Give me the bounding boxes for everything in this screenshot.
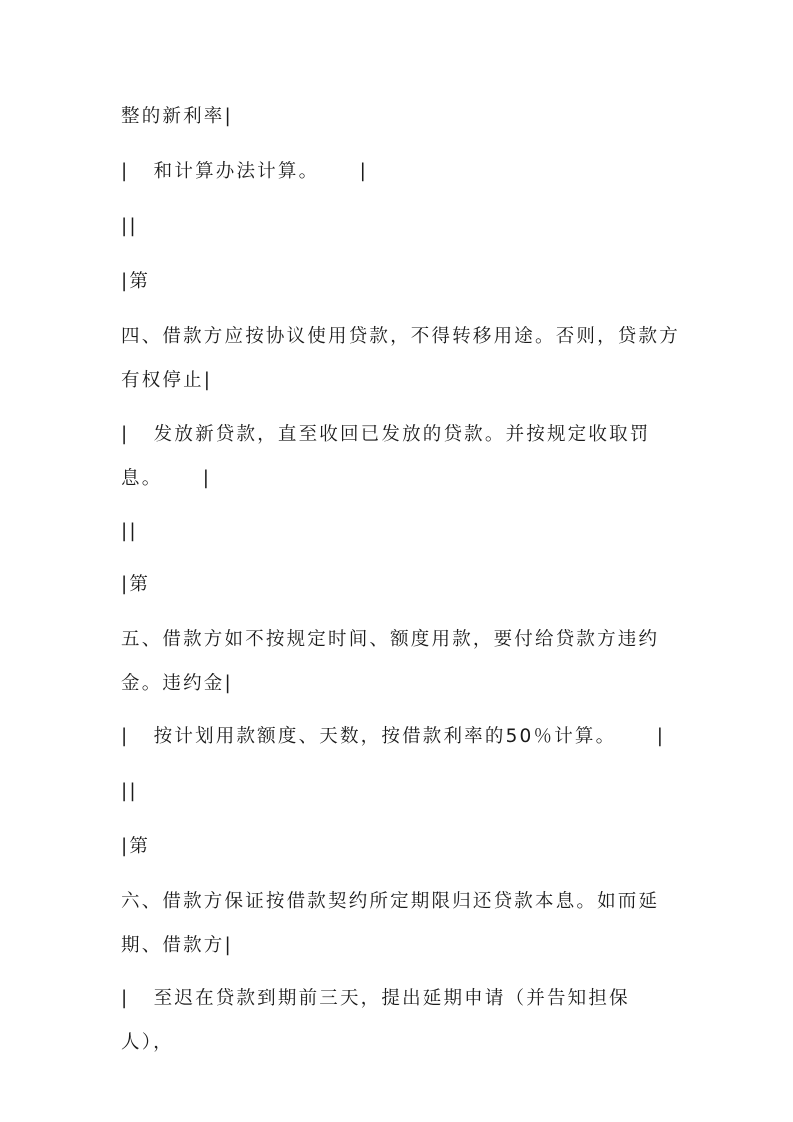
paragraph-line: 六、借款方保证按借款契约所定期限归还贷款本息。如而延期、借款方| (121, 891, 660, 956)
paragraph-line: | 发放新贷款，直至收回已发放的贷款。并按规定收取罚息。 | (121, 424, 651, 489)
paragraph-line: | 按计划用款额度、天数，按借款利率的50％计算。 | (121, 726, 666, 747)
paragraph-line: | 和计算办法计算。 | (121, 161, 369, 182)
paragraph-line: | 至迟在贷款到期前三天，提出延期申请（并告知担保人）， (121, 988, 630, 1053)
paragraph-line: 四、借款方应按协议使用贷款，不得转移用途。否则，贷款方有权停止| (121, 326, 680, 391)
paragraph-line: |第 (121, 271, 151, 292)
paragraph-line: || (121, 781, 138, 802)
paragraph-line: 五、借款方如不按规定时间、额度用款，要付给贷款方违约金。违约金| (121, 629, 660, 694)
paragraph-line: || (121, 216, 138, 237)
paragraph-line: || (121, 521, 138, 542)
paragraph-line: 整的新利率| (121, 106, 233, 127)
paragraph-line: |第 (121, 574, 151, 595)
paragraph-line: |第 (121, 836, 151, 857)
